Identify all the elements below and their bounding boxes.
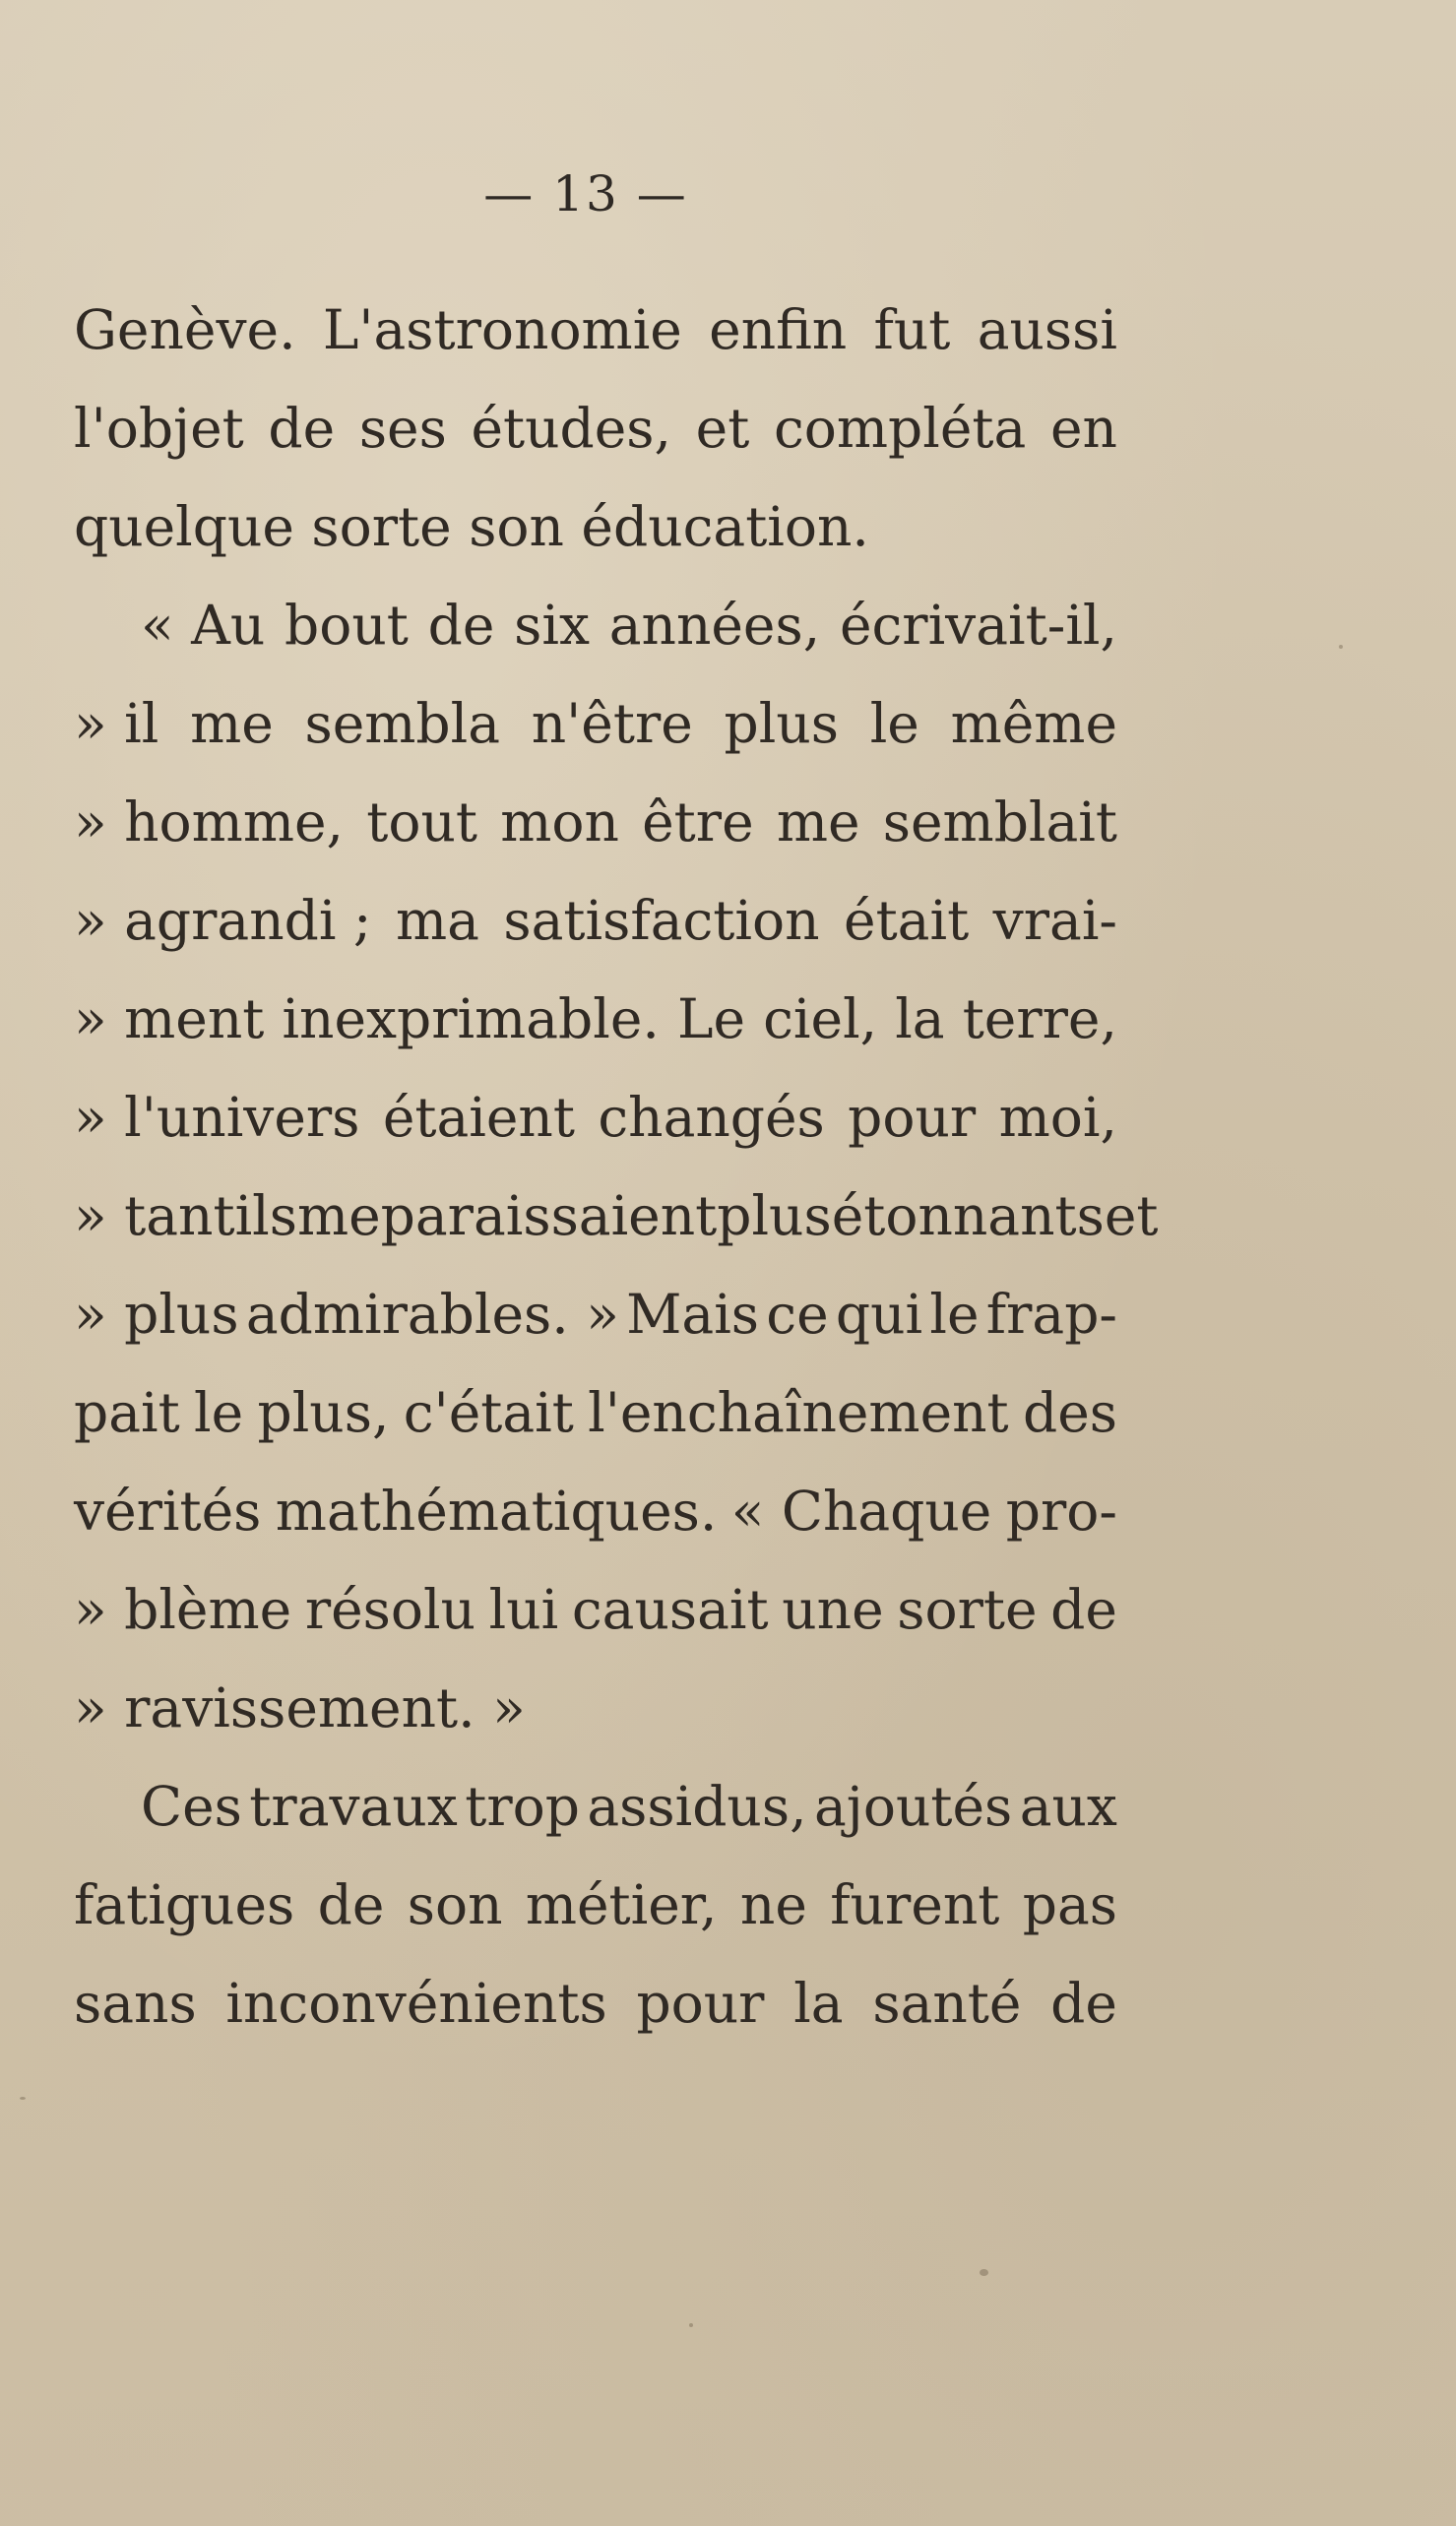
- word: me: [296, 1184, 381, 1247]
- word: fatigues: [74, 1873, 295, 1936]
- word: bout: [285, 594, 409, 657]
- word: » l'univers: [74, 1086, 360, 1149]
- word: Mais: [626, 1283, 760, 1346]
- paper-speck: [1339, 645, 1343, 649]
- word: années,: [608, 594, 821, 657]
- word: de: [1050, 1578, 1117, 1641]
- page-number: — 13 —: [483, 165, 688, 222]
- word: » il: [74, 692, 159, 755]
- word: ne: [739, 1873, 807, 1936]
- word: Le: [676, 987, 746, 1050]
- paper-speck: [20, 2097, 26, 2100]
- word: des: [1022, 1381, 1117, 1444]
- word: le: [869, 692, 919, 755]
- word: » agrandi ;: [74, 889, 372, 952]
- text-line: [74, 1659, 1117, 1757]
- word: semblait: [882, 790, 1117, 853]
- word: Genève.: [74, 298, 296, 361]
- word: L'astronomie: [322, 298, 682, 361]
- word: inexprimable.: [282, 987, 660, 1050]
- word: enfin: [709, 298, 848, 361]
- word: résolu: [304, 1578, 476, 1641]
- word: « Au: [141, 594, 266, 657]
- paper-speck: [980, 2269, 988, 2276]
- word: même: [950, 692, 1117, 755]
- word: ils: [234, 1184, 297, 1247]
- word: de: [427, 594, 495, 657]
- word: pas: [1022, 1873, 1117, 1936]
- text-line: [74, 281, 1117, 379]
- text-line: [74, 970, 1117, 1068]
- word: ses: [358, 397, 447, 460]
- text-line: [74, 477, 1117, 576]
- word: pour: [636, 1972, 765, 2035]
- text-line: [74, 1068, 1117, 1167]
- text-line: [74, 1363, 1117, 1462]
- word: frap-: [985, 1283, 1117, 1346]
- word: n'être: [531, 692, 693, 755]
- word: santé: [872, 1972, 1022, 2035]
- word: ce: [766, 1283, 829, 1346]
- word: satisfaction: [503, 889, 820, 952]
- text-line: [74, 674, 1117, 773]
- text-line: [74, 1954, 1117, 2052]
- word: écrivait-il,: [839, 594, 1117, 657]
- word: métier,: [525, 1873, 718, 1936]
- word: la: [895, 987, 945, 1050]
- word: compléta: [773, 397, 1027, 460]
- word: six: [514, 594, 590, 657]
- word: la: [793, 1972, 844, 2035]
- text-line: [74, 1560, 1117, 1659]
- word: le: [194, 1381, 244, 1444]
- word: étaient: [382, 1086, 575, 1149]
- word: de: [317, 1873, 385, 1936]
- word: et: [1104, 1184, 1159, 1247]
- text-line: [74, 1757, 1117, 1856]
- word: son: [407, 1873, 503, 1936]
- text-line: [74, 576, 1117, 674]
- word: travaux: [249, 1775, 458, 1838]
- word: paraissaient: [380, 1184, 718, 1247]
- word: plus: [717, 1184, 832, 1247]
- word: études,: [471, 397, 672, 460]
- word: inconvénients: [225, 1972, 607, 2035]
- text-line: [74, 1856, 1117, 1954]
- word: » ravissement. »: [74, 1676, 526, 1739]
- word: c'était: [403, 1381, 574, 1444]
- word: plus,: [257, 1381, 390, 1444]
- word: moi,: [998, 1086, 1117, 1149]
- word: était: [844, 889, 970, 952]
- word: aux: [1019, 1775, 1117, 1838]
- word: assidus,: [587, 1775, 807, 1838]
- word: mathématiques.: [275, 1480, 718, 1543]
- text-line: [74, 1167, 1159, 1265]
- word: le: [929, 1283, 980, 1346]
- text-line: [74, 379, 1117, 477]
- word: l'enchaînement: [588, 1381, 1009, 1444]
- word: » homme,: [74, 790, 345, 853]
- word: » ment: [74, 987, 265, 1050]
- word: sembla: [304, 692, 501, 755]
- word: de: [268, 397, 336, 460]
- word: une: [782, 1578, 884, 1641]
- word: de: [1050, 1972, 1117, 2035]
- word: être: [642, 790, 754, 853]
- word: » blème: [74, 1578, 292, 1641]
- word: en: [1049, 397, 1117, 460]
- word: » tant: [74, 1184, 235, 1247]
- word: qui: [835, 1283, 923, 1346]
- word: vérités: [74, 1480, 262, 1543]
- text-line: [74, 773, 1117, 871]
- word: et: [695, 397, 750, 460]
- word: furent: [830, 1873, 1000, 1936]
- word: lui: [488, 1578, 559, 1641]
- word: me: [776, 790, 860, 853]
- word: pro-: [1005, 1480, 1117, 1543]
- word: tout: [366, 790, 477, 853]
- word: étonnants: [831, 1184, 1105, 1247]
- word: trop: [465, 1775, 580, 1838]
- word: ajoutés: [814, 1775, 1013, 1838]
- paper-speck: [689, 2323, 693, 2327]
- word: plus: [724, 692, 839, 755]
- word: changés: [598, 1086, 825, 1149]
- word: Ces: [141, 1775, 242, 1838]
- word: terre,: [962, 987, 1117, 1050]
- word: » plus: [74, 1283, 239, 1346]
- word: « Chaque: [730, 1480, 992, 1543]
- word: ma: [395, 889, 479, 952]
- word: me: [190, 692, 274, 755]
- word: quelque sorte son éducation.: [74, 495, 869, 558]
- word: pour: [848, 1086, 977, 1149]
- word: vrai-: [992, 889, 1117, 952]
- text-line: [74, 1265, 1117, 1363]
- body-text: [74, 281, 1159, 2052]
- word: ciel,: [763, 987, 878, 1050]
- word: l'objet: [74, 397, 244, 460]
- text-line: [74, 1462, 1117, 1560]
- text-line: [74, 871, 1117, 970]
- word: pait: [74, 1381, 180, 1444]
- word: fut: [873, 298, 951, 361]
- word: mon: [500, 790, 619, 853]
- word: aussi: [977, 298, 1117, 361]
- word: admirables. »: [245, 1283, 619, 1346]
- word: sorte: [897, 1578, 1038, 1641]
- word: causait: [571, 1578, 769, 1641]
- word: sans: [74, 1972, 197, 2035]
